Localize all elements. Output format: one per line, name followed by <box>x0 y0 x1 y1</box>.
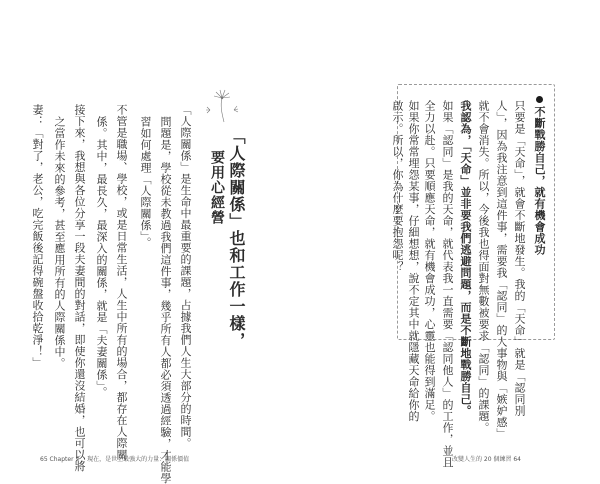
left-body-col-6: 接下來，我想與各位分享一段夫妻間的對話，即使你還沒結婚，也可以將 <box>73 104 86 472</box>
right-folio: 改變人生的 20 個練習 64 <box>452 456 521 463</box>
box-col-7: 如果你常常埋怨某事，仔細想想，說不定其中就隱藏天命給你的 <box>407 100 420 422</box>
box-col-2: 人」，因為我注意到這件事，需要我「認同」的人事物與「嫉妒感」 <box>495 100 508 440</box>
box-col-3: 就不會消失。所以，今後我也得面對無數被要求「認同」的課題。 <box>477 100 490 434</box>
bullet-icon <box>536 96 543 103</box>
left-folio: 65 Chapter 2 現在，是世上最強大的力量：關係價值 <box>40 456 190 463</box>
box-col-6: 全力以赴。只要順應天命，就有機會成功，心靈也能得到滿足。 <box>423 100 436 422</box>
left-body-col-8: 妻：「對了，老公，吃完飯後記得碗盤收拾乾淨！」 <box>31 104 44 369</box>
box-col-5: 如果「認同」是我的天命，就代表我一直需要「認同他人」的工作，並且 <box>441 100 454 468</box>
box-col-1: 只要是「天命」，就會不斷地發生。我的「天命」就是「認同別 <box>513 100 526 417</box>
page-subtitle: 要用心經營 <box>209 150 225 225</box>
left-body-col-1: 「人際關係」是生命中最重要的課題，占據我們人生大部分的時間。 <box>179 104 192 449</box>
box-col-8: 啟示。所以，你為什麼要抱怨呢？ <box>391 100 404 273</box>
page-title: 「人際關係」也和工作一樣， <box>227 128 246 349</box>
left-body-col-2: 問題是，學校從未教過我們這件事，幾乎所有人都必須透過經驗，才能學 <box>159 116 172 484</box>
left-body-col-3: 習如何處理「人際關係」。 <box>139 116 152 249</box>
box-heading: 不斷戰勝自己，就有機會成功 <box>533 106 546 256</box>
box-col-4-emphasis: 我認為，「天命」並非要我們逃避問題，而是不斷地戰勝自己。 <box>459 100 472 417</box>
dandelion-icon <box>200 80 248 130</box>
left-body-col-7: 之當作未來的參考，甚至應用所有的人際關係中。 <box>53 116 66 369</box>
left-body-col-4: 不管是職場、學校，或是日常生活，人生中所有的場合，都存在人際關 <box>115 104 128 461</box>
left-body-col-5: 係。其中，最長久，最深入的關係，就是「夫妻關係」。 <box>95 116 108 398</box>
